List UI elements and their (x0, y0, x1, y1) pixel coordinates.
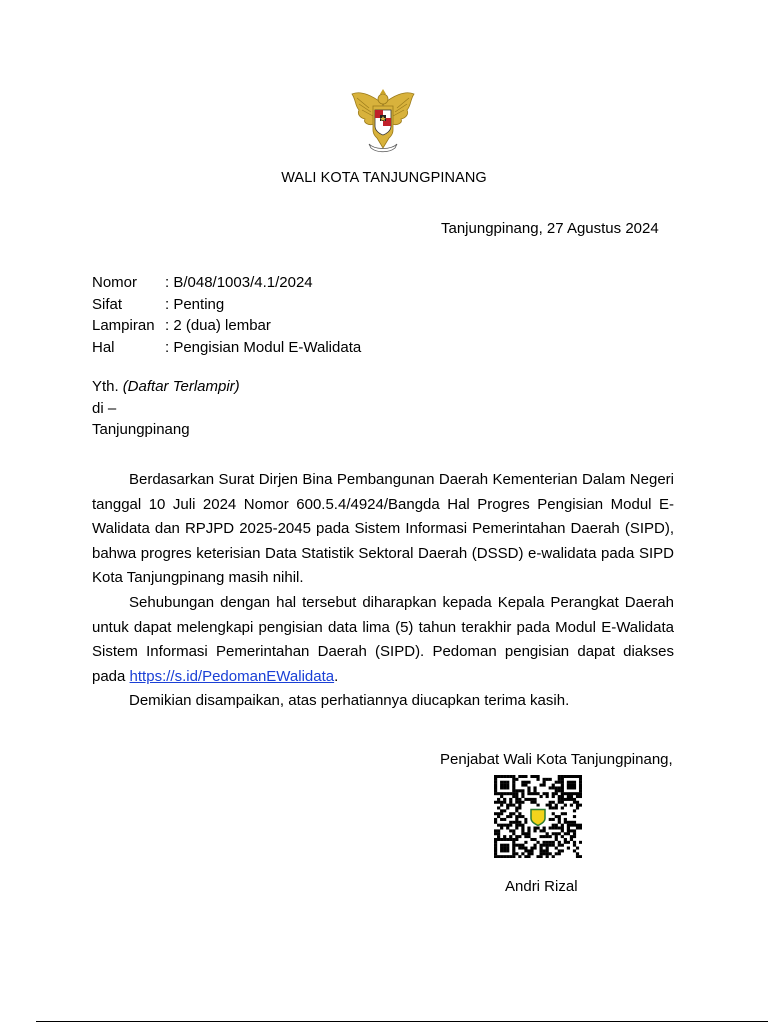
addressee-block (92, 376, 240, 441)
signature-title: Penjabat Wali Kota Tanjungpinang, (440, 751, 673, 768)
addressee-line-1 (92, 376, 240, 398)
pedoman-link[interactable]: https://s.id/PedomanEWalidata (129, 667, 335, 685)
meta-value: : 2 (dua) lembar (165, 317, 271, 334)
meta-key: Hal (92, 338, 115, 356)
addressee-line-3: Tanjungpinang (92, 421, 190, 438)
letter-body (92, 468, 674, 714)
meta-value: : Penting (165, 295, 225, 313)
addressee-recipient: (Daftar Terlampir) (122, 378, 240, 395)
meta-row-lampiran (92, 315, 361, 337)
qr-center-logo-icon (527, 806, 548, 826)
meta-key: Nomor (92, 274, 138, 291)
meta-value: : Pengisian Modul E-Walidata (165, 338, 362, 356)
footer-divider (36, 1021, 768, 1022)
letterhead-title: WALI KOTA TANJUNGPINANG (281, 170, 487, 186)
addressee-line-2: di – (92, 399, 117, 417)
body-paragraph-2-end: . (334, 667, 339, 685)
body-paragraph-1: Berdasarkan Surat Dirjen Bina Pembangunan Daerah Kementerian Dalam Negeri tanggal 10 Juli 2024 Nomor 600.5.4/4924/Bangda Hal Progres Pengisian Modul E-Walidata dan RPJPD 2025-2045 pada Sistem Informasi Pemerintahan Daerah (SIPD), bahwa progres keterisian Data Statistik Sektoral Daerah (DSSD) e-walidata pada SIPD Kota Tanjungpinang masih nihil. (92, 471, 674, 587)
addressee-prefix: Yth. (92, 378, 119, 395)
letter-date: Tanjungpinang, 27 Agustus 2024 (441, 220, 659, 237)
meta-value: : B/048/1003/4.1/2024 (165, 274, 313, 291)
qr-code-signature-icon (494, 775, 582, 858)
body-paragraph-2 (92, 591, 674, 689)
letter-meta (92, 272, 361, 358)
meta-row-sifat (92, 294, 361, 316)
meta-key: Lampiran (92, 317, 155, 334)
signatory-name: Andri Rizal (505, 878, 578, 895)
body-paragraph-2-text: Sehubungan dengan hal tersebut diharapkan kepada Kepala Perangkat Daerah untuk dapat melengkapi pengisian data lima (5) tahun terakhir pada Modul E-Walidata Sistem Informasi Pemerintahan Daerah (SIPD). Pedoman pengisian dapat diakses pada (92, 593, 674, 685)
meta-key: Sifat (92, 295, 123, 313)
meta-row-hal (92, 337, 361, 359)
body-paragraph-3: Demikian disampaikan, atas perhatiannya diucapkan terima kasih. (129, 692, 570, 710)
garuda-pancasila-emblem-icon (347, 86, 419, 156)
meta-row-nomor (92, 272, 361, 294)
